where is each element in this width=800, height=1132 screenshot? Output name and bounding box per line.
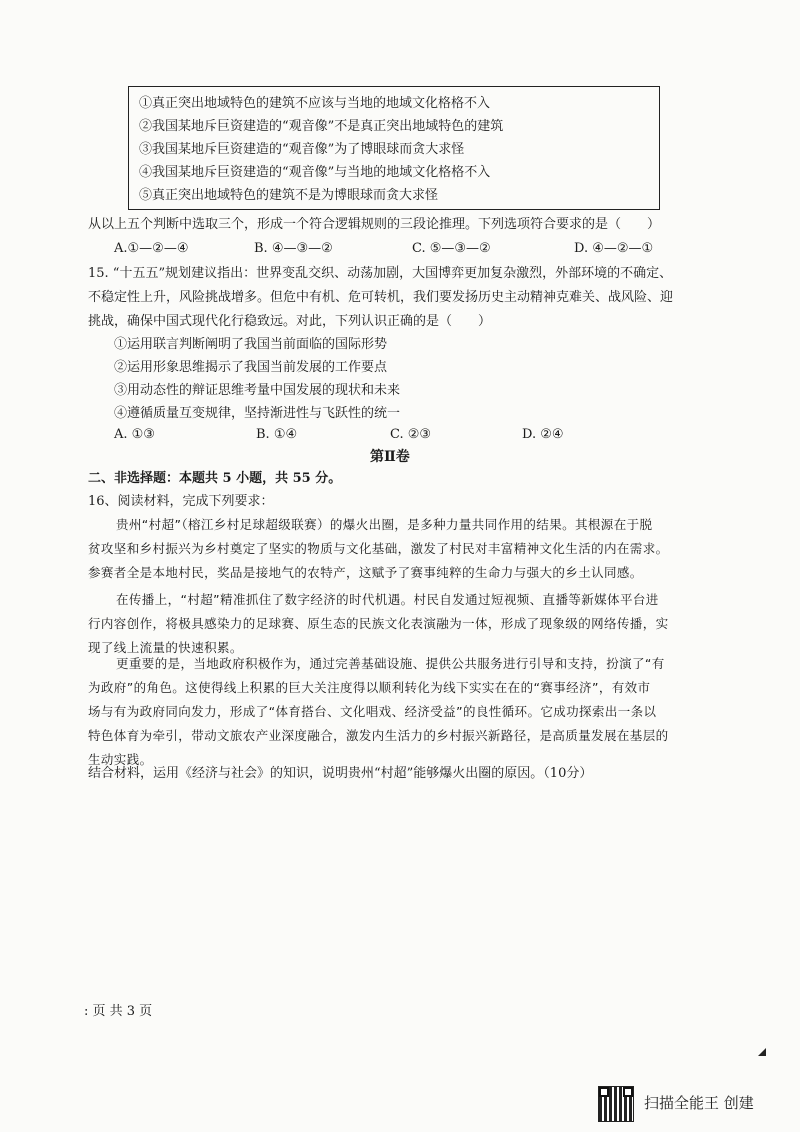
paragraph-line: 参赛者全是本地村民，奖品是接地气的农特产，这赋予了赛事纯粹的生命力与强大的乡土认同感。 — [88, 565, 643, 580]
q15-stem-line: 不稳定性上升，风险挑战增多。但危中有机、危可转机，我们要发扬历史主动精神克难关、战风险、迎 — [88, 290, 674, 305]
paragraph-line: 为政府”的角色。这使得线上积累的巨大关注度得以顺利转化为线下实实在在的“赛事经济”，有效市 — [88, 680, 651, 695]
paragraph-line: 更重要的是，当地政府积极作为，通过完善基础设施、提供公共服务进行引导和支持，扮演了“有 — [116, 656, 665, 671]
q16-intro: 16、阅读材料，完成下列要求： — [88, 494, 274, 509]
paragraph-line: 场与有为政府同向发力，形成了“体育搭台、文化唱戏、经济受益”的良性循环。它成功探索出一条以 — [88, 704, 657, 719]
q15-statement: ④遵循质量互变规律，坚持渐进性与飞跃性的统一 — [114, 406, 401, 421]
scanner-watermark: 扫描全能王 创建 — [644, 1094, 754, 1112]
q15-stem-line: 15. “十五五”规划建议指出：世界变乱交织、动荡加剧，大国博弈更加复杂激烈，外部环境的不确定、 — [88, 266, 673, 281]
judgment-box — [128, 86, 660, 210]
q14-option-b: B. ④—③—② — [254, 241, 333, 256]
q14-option-c: C. ⑤—③—② — [412, 241, 491, 256]
paragraph-line: 特色体育为牵引，带动文旅农产业深度融合，激发内生活力的乡村振兴新路径，是高质量发展在基层的 — [88, 728, 669, 743]
q15-statement: ③用动态性的辩证思维考量中国发展的现状和未来 — [114, 383, 401, 398]
qr-code-icon — [599, 1087, 633, 1121]
paragraph-line: 生动实践。 — [88, 752, 153, 767]
material-paragraph — [88, 513, 700, 585]
corner-mark — [758, 1048, 766, 1056]
q15-option-d: D. ②④ — [522, 427, 564, 442]
q15-stem-line: 挑战，确保中国式现代化行稳致远。对此，下列认识正确的是（ ） — [88, 314, 492, 329]
judgment-item: ④我国某地斥巨资建造的“观音像”与当地的地域文化格格不入 — [139, 165, 491, 180]
paragraph-line: 贫攻坚和乡村振兴为乡村奠定了坚实的物质与文化基础，激发了村民对丰富精神文化生活的内在需求。 — [88, 541, 669, 556]
section-heading: 二、非选择题：本题共 5 小题，共 55 分。 — [88, 471, 342, 486]
material-paragraph — [88, 588, 700, 660]
q15-option-a: A. ①③ — [114, 427, 155, 442]
q15-option-b: B. ①④ — [256, 427, 298, 442]
q14-option-a: A.①—②—④ — [114, 241, 189, 256]
paragraph-line: 贵州“村超”（榕江乡村足球超级联赛）的爆火出圈，是多种力量共同作用的结果。其根源在于脱 — [116, 517, 653, 532]
part-two-title: 第Ⅱ卷 — [370, 449, 410, 465]
paragraph-line: 行内容创作，将极具感染力的足球赛、原生态的民族文化表演融为一体，形成了现象级的网络传播，实 — [88, 616, 669, 631]
judgment-item: ③我国某地斥巨资建造的“观音像”为了博眼球而贪大求怪 — [139, 142, 465, 157]
q15-option-c: C. ②③ — [390, 427, 432, 442]
q14-stem: 从以上五个判断中选取三个，形成一个符合逻辑规则的三段论推理。下列选项符合要求的是（ ） — [88, 217, 661, 232]
q15-statement: ②运用形象思维揭示了我国当前发展的工作要点 — [114, 360, 388, 375]
page-number: : 页 共 3 页 — [84, 1004, 153, 1019]
judgment-item: ①真正突出地域特色的建筑不应该与当地的地域文化格格不入 — [139, 96, 491, 111]
q16-task: 结合材料，运用《经济与社会》的知识，说明贵州“村超”能够爆火出圈的原因。（10分） — [88, 766, 593, 781]
material-paragraph — [88, 652, 700, 772]
q15-statement: ①运用联言判断阐明了我国当前面临的国际形势 — [114, 337, 388, 352]
judgment-item: ⑤真正突出地域特色的建筑不是为博眼球而贪大求怪 — [139, 188, 439, 203]
paragraph-line: 在传播上，“村超”精准抓住了数字经济的时代机遇。村民自发通过短视频、直播等新媒体平台进 — [116, 592, 659, 607]
paragraph-line: 现了线上流量的快速积累。 — [88, 640, 243, 655]
judgment-item: ②我国某地斥巨资建造的“观音像”不是真正突出地域特色的建筑 — [139, 119, 504, 134]
q14-option-d: D. ④—②—① — [574, 241, 654, 256]
